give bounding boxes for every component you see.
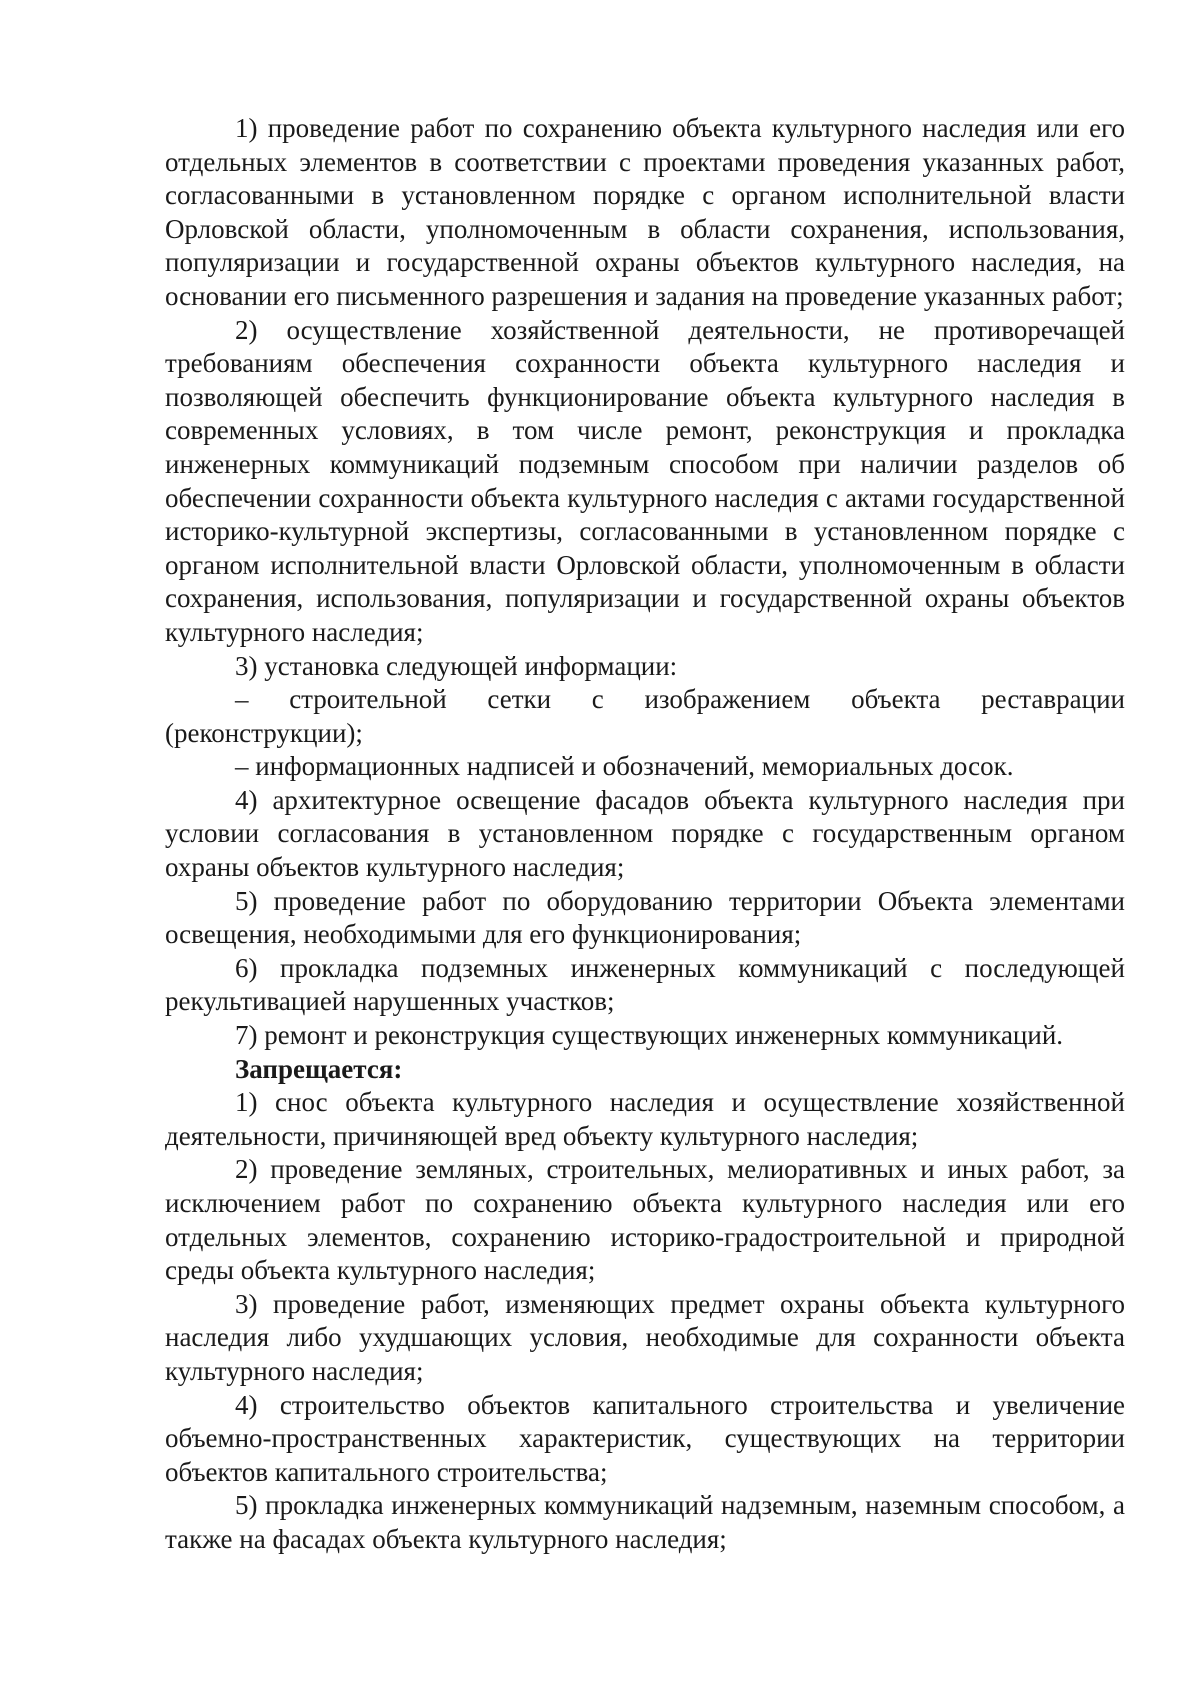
prohibited-heading: Запрещается: xyxy=(235,1053,403,1084)
allowed-item-6: 6) прокладка подземных инженерных коммуникаций с последующей рекультивацией нарушенных участков; xyxy=(165,952,1125,1017)
prohibited-item-5: 5) прокладка инженерных коммуникаций надземным, наземным способом, а также на фасадах объекта культурного наследия; xyxy=(165,1490,1125,1554)
allowed-item-5: 5) проведение работ по оборудованию территории Объекта элементами освещения, необходимыми для его функционирования; xyxy=(165,885,1125,950)
prohibited-item-1: 1) снос объекта культурного наследия и осуществление хозяйственной деятельности, причиняющей вред объекту культурного наследия; xyxy=(165,1087,1125,1151)
allowed-item-7: 7) ремонт и реконструкция существующих инженерных коммуникаций. xyxy=(235,1020,1064,1051)
allowed-item-1: 1) проведение работ по сохранению объекта культурного наследия или его отдельных элементов в соответствии с проектами проведения указанных работ, согласованными в установленном порядке с органом исполнительной власти Орловской области, уполномоченным в области сохранения, использования, популяризации и государственной охраны объектов культурного наследия, на основании его письменного разрешения и задания на проведение указанных работ; xyxy=(165,113,1125,311)
allowed-item-3-subitem-2: – информационных надписей и обозначений, мемориальных досок. xyxy=(235,751,1014,782)
prohibited-item-3: 3) проведение работ, изменяющих предмет охраны объекта культурного наследия либо ухудшающих условия, необходимые для сохранности объекта культурного наследия; xyxy=(165,1288,1125,1386)
allowed-item-4: 4) архитектурное освещение фасадов объекта культурного наследия при условии согласования в установленном порядке с государственным органом охраны объектов культурного наследия; xyxy=(165,784,1125,883)
allowed-item-2: 2) осуществление хозяйственной деятельности, не противоречащей требованиям обеспечения сохранности объекта культурного наследия и позволяющей обеспечить функционирование объекта культурного наследия в современных условиях, в том числе ремонт, реконструкция и прокладка инженерных коммуникаций подземным способом при наличии разделов об обеспечении сохранности объекта культурного наследия с актами государственной историко-культурной экспертизы, согласованными в установленном порядке с органом исполнительной власти Орловской области, уполномоченным в области сохранения, использования, популяризации и государственной охраны объектов культурного наследия; xyxy=(165,314,1125,647)
document-body xyxy=(165,112,1125,1557)
allowed-item-3-subitem-1: – строительной сетки с изображением объекта реставрации (реконструкции); xyxy=(165,684,1125,748)
prohibited-item-4: 4) строительство объектов капитального строительства и увеличение объемно-пространственных характеристик, существующих на территории объектов капитального строительства; xyxy=(165,1389,1125,1487)
allowed-item-3: 3) установка следующей информации: xyxy=(235,650,678,681)
prohibited-item-2: 2) проведение земляных, строительных, мелиоративных и иных работ, за исключением работ по сохранению объекта культурного наследия или его отдельных элементов, сохранению историко-градостроительной и природной среды объекта культурного наследия; xyxy=(165,1154,1125,1286)
